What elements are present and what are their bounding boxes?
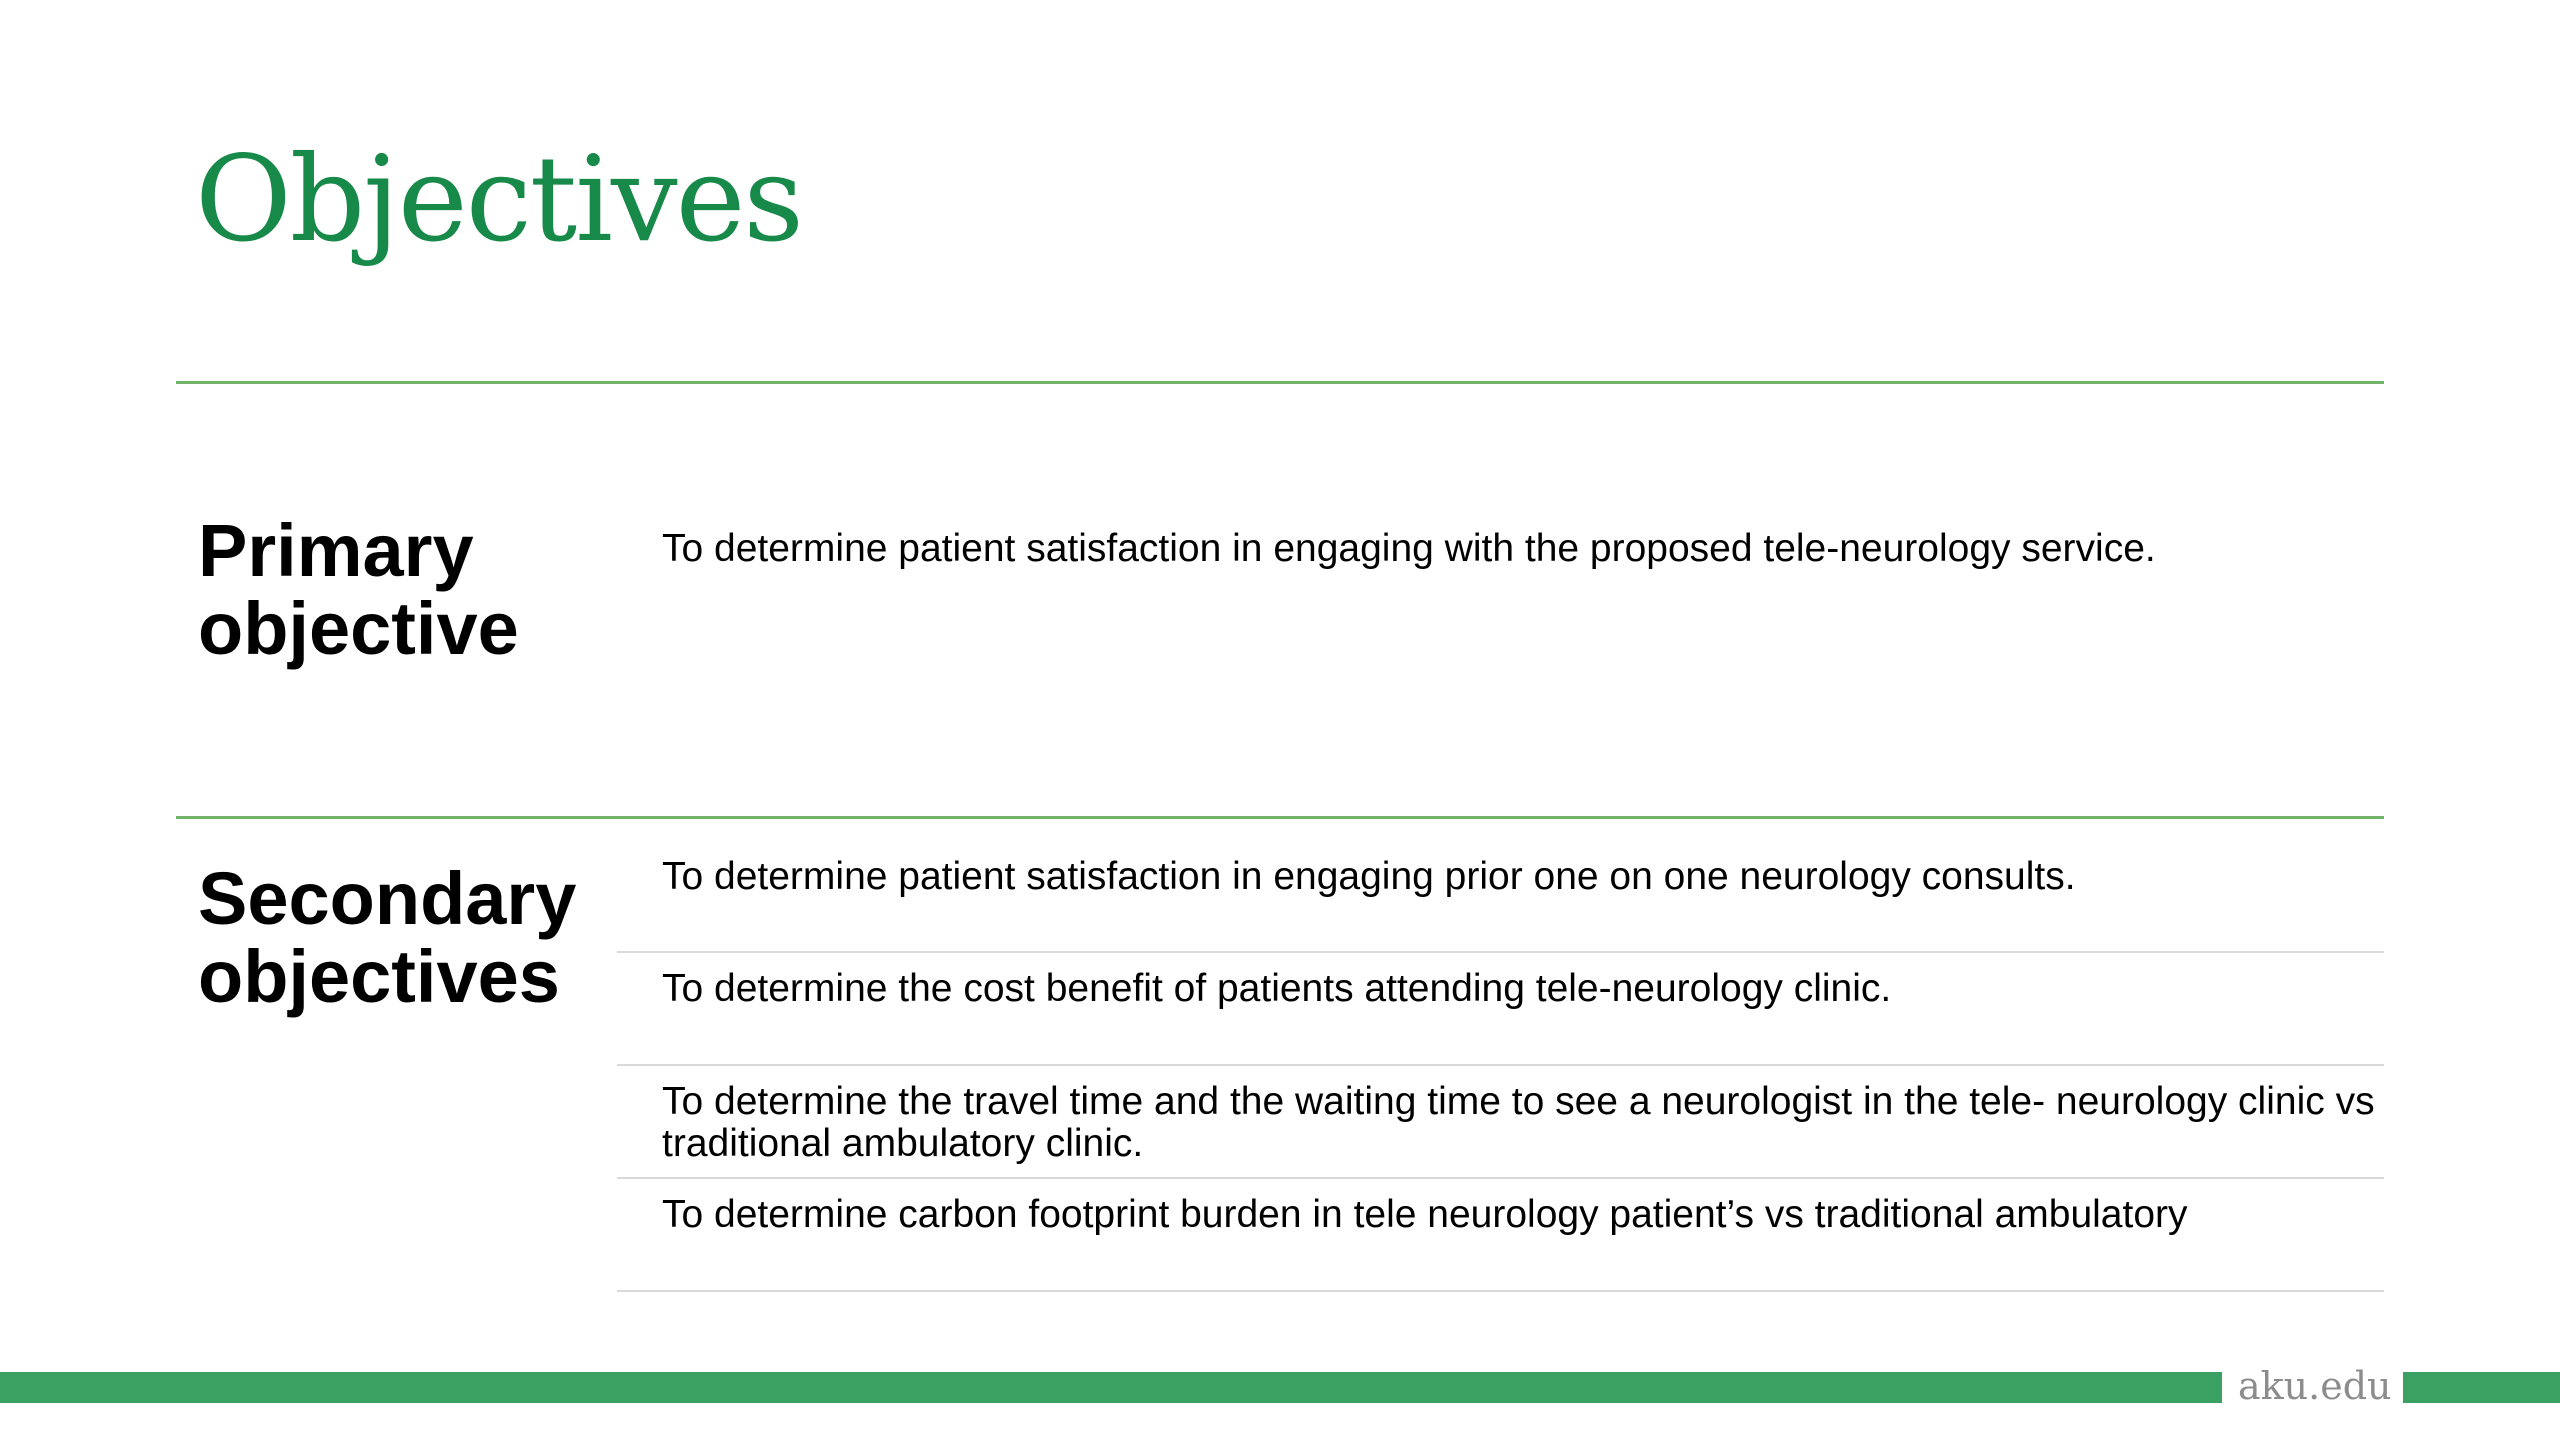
secondary-objective-item-4: To determine carbon footprint burden in tele neurology patient’s vs traditional ambulatory [662,1193,2188,1236]
primary-objective-heading [198,509,519,670]
primary-heading-line-2: objective [198,587,519,670]
secondary-objective-item-2: To determine the cost benefit of patients attending tele-neurology clinic. [662,967,1892,1010]
section-divider [176,816,2384,819]
footer-bar-left [0,1372,2222,1403]
item-divider-3 [617,1177,2384,1179]
primary-objective-item: To determine patient satisfaction in engaging with the proposed tele-neurology service. [662,527,2156,570]
item-divider-2 [617,1064,2384,1066]
footer-site-label: aku.edu [2238,1364,2392,1408]
secondary-objective-item-1: To determine patient satisfaction in engaging prior one on one neurology consults. [662,855,2076,898]
primary-heading-line-1: Primary [198,509,474,592]
footer-bar-right [2403,1372,2560,1403]
secondary-objective-item-3: To determine the travel time and the waiting time to see a neurologist in the tele- neurology clinic vs traditional ambulatory clinic. [662,1080,2375,1165]
secondary-objectives-heading [198,857,577,1018]
item-divider-4 [617,1290,2384,1292]
secondary-heading-line-1: Secondary [198,857,577,940]
item-divider-1 [617,951,2384,953]
secondary-heading-line-2: objectives [198,935,560,1018]
title-divider [176,381,2384,384]
slide-title: Objectives [195,130,802,268]
